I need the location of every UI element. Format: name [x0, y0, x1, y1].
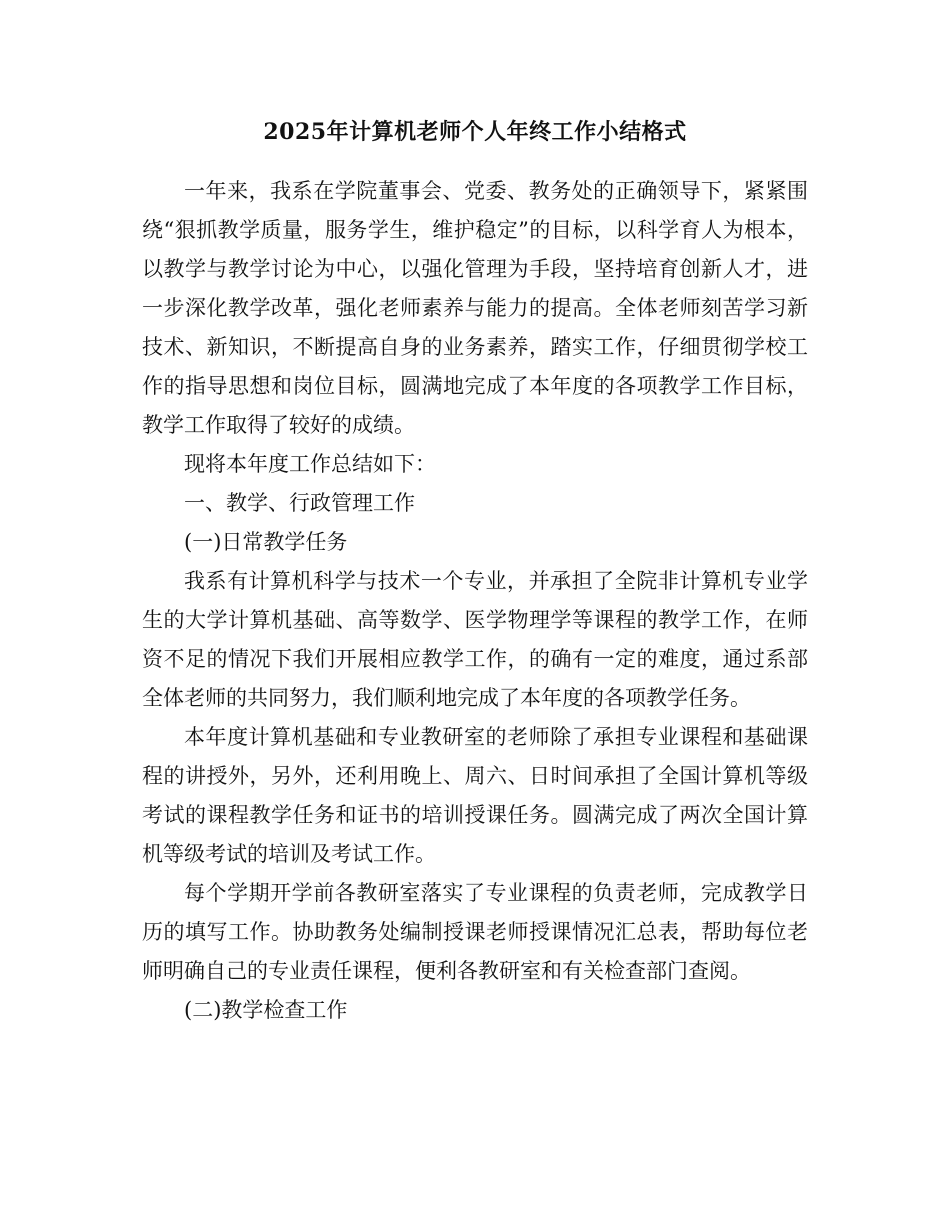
body-paragraph: 我系有计算机科学与技术一个专业，并承担了全院非计算机专业学生的大学计算机基础、高等数学、医学物理学等课程的教学工作，在师资不足的情况下我们开展相应教学工作，的确有一定的难度，通过系部全体老师的共同努力，我们顺利地完成了本年度的各项教学任务。: [142, 569, 808, 710]
body-paragraph: 本年度计算机基础和专业教研室的老师除了承担专业课程和基础课程的讲授外，另外，还利用晚上、周六、日时间承担了全国计算机等级考试的课程教学任务和证书的培训授课任务。圆满完成了两次全国计算机等级考试的培训及考试工作。: [142, 725, 808, 866]
section-heading-1: 一、教学、行政管理工作: [184, 491, 415, 515]
intro-paragraph: 一年来，我系在学院董事会、党委、教务处的正确领导下，紧紧围绕“狠抓教学质量，服务学生，维护稳定”的目标，以科学育人为根本，以教学与教学讨论为中心，以强化管理为手段，坚持培育创新人才，进一步深化教学改革，强化老师素养与能力的提高。全体老师刻苦学习新技术、新知识，不断提高自身的业务素养，踏实工作，仔细贯彻学校工作的指导思想和岗位目标，圆满地完成了本年度的各项教学工作目标，教学工作取得了较好的成绩。: [142, 179, 808, 437]
body-paragraph: 每个学期开学前各教研室落实了专业课程的负责老师，完成教学日历的填写工作。协助教务处编制授课老师授课情况汇总表，帮助每位老师明确自己的专业责任课程，便利各教研室和有关检查部门查阅。: [142, 881, 808, 983]
subsection-heading-2: (二)教学检查工作: [184, 998, 348, 1022]
document-title: 2025年计算机老师个人年终工作小结格式: [263, 119, 687, 145]
summary-intro-line: 现将本年度工作总结如下：: [184, 452, 436, 476]
subsection-heading-1: (一)日常教学任务: [184, 530, 348, 554]
